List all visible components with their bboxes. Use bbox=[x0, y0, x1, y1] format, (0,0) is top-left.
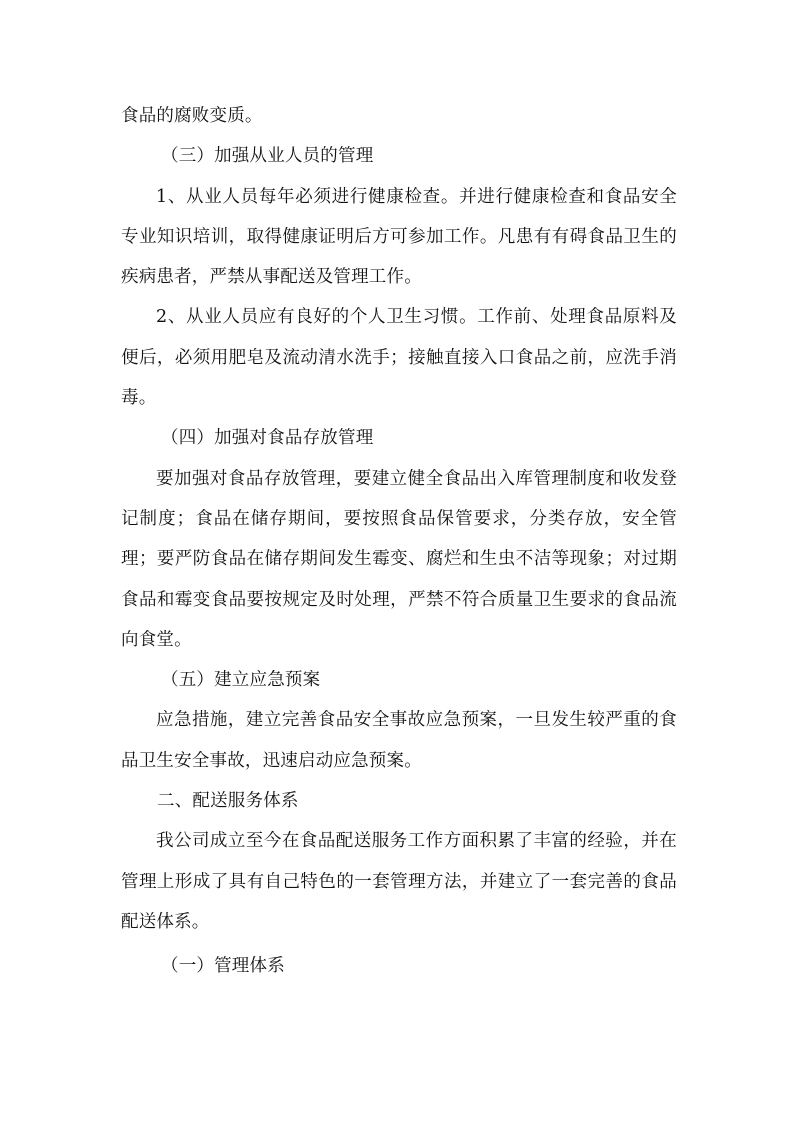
chapter-heading-2: 二、配送服务体系 bbox=[157, 791, 299, 812]
section-heading-5: （五）建立应急预案 bbox=[161, 670, 321, 691]
paragraph-emergency-plan: 应急措施，建立完善食品安全事故应急预案，一旦发生较严重的食品卫生安全事故，迅速启动应急预案。 bbox=[121, 710, 677, 771]
paragraph-health-check: 1、从业人员每年必须进行健康检查。并进行健康检查和食品安全专业知识培训，取得健康证明后方可参加工作。凡患有有碍食品卫生的疾病患者，严禁从事配送及管理工作。 bbox=[121, 186, 677, 288]
paragraph-company-experience: 我公司成立至今在食品配送服务工作方面积累了丰富的经验，并在管理上形成了具有自己特色的一套管理方法，并建立了一套完善的食品配送体系。 bbox=[121, 831, 677, 932]
section-heading-4: （四）加强对食品存放管理 bbox=[161, 428, 374, 449]
paragraph-continuation: 食品的腐败变质。 bbox=[121, 106, 263, 126]
document-body bbox=[121, 96, 677, 987]
paragraph-hygiene-habits: 2、从业人员应有良好的个人卫生习惯。工作前、处理食品原料及便后，必须用肥皂及流动清水洗手；接触直接入口食品之前，应洗手消毒。 bbox=[121, 307, 677, 409]
section-heading-3: （三）加强从业人员的管理 bbox=[161, 146, 374, 167]
paragraph-storage-management: 要加强对食品存放管理，要建立健全食品出入库管理制度和收发登记制度；食品在储存期间，要按照食品保管要求，分类存放，安全管理；要严防食品在储存期间发生霉变、腐烂和生虫不洁等现象；对过期食品和霉变食品要按规定及时处理，严禁不符合质量卫生要求的食品流向食堂。 bbox=[121, 468, 677, 650]
section-heading-1: （一）管理体系 bbox=[161, 956, 285, 977]
